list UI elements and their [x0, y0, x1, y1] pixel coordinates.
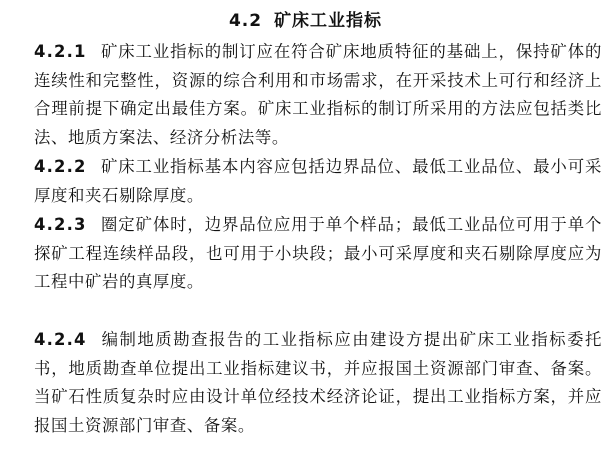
clause-number: 4.2.1	[34, 42, 87, 61]
section-heading	[0, 6, 611, 31]
clause-number: 4.2.3	[34, 215, 87, 234]
clause-text: 编制地质勘查报告的工业指标应由建设方提出矿床工业指标委托书，地质勘查单位提出工业指标建议书，并应报国土资源部门审查、备案。当矿石性质复杂时应由设计单位经技术经济论证，提出工业指标方案，并应报国土资源部门审查、备案。	[34, 330, 602, 435]
clause-number: 4.2.2	[34, 157, 87, 176]
clause-number: 4.2.4	[34, 330, 87, 349]
clause-text: 矿床工业指标基本内容应包括边界品位、最低工业品位、最小可采厚度和夹石剔除厚度。	[34, 157, 602, 205]
section-title: 矿床工业指标	[274, 11, 383, 31]
clause-4-2-3	[34, 211, 602, 297]
clause-4-2-1	[34, 38, 602, 152]
clause-4-2-4	[34, 326, 602, 440]
clause-4-2-2	[34, 153, 602, 210]
section-number: 4.2	[228, 11, 263, 31]
clause-text: 圈定矿体时，边界品位应用于单个样品；最低工业品位可用于单个探矿工程连续样品段，也可用于小块段；最小可采厚度和夹石剔除厚度应为工程中矿岩的真厚度。	[34, 215, 602, 292]
clause-text: 矿床工业指标的制订应在符合矿床地质特征的基础上，保持矿体的连续性和完整性，资源的综合利用和市场需求，在开采技术上可行和经济上合理前提下确定出最佳方案。矿床工业指标的制订所采用的方法应包括类比法、地质方案法、经济分析法等。	[34, 42, 602, 147]
